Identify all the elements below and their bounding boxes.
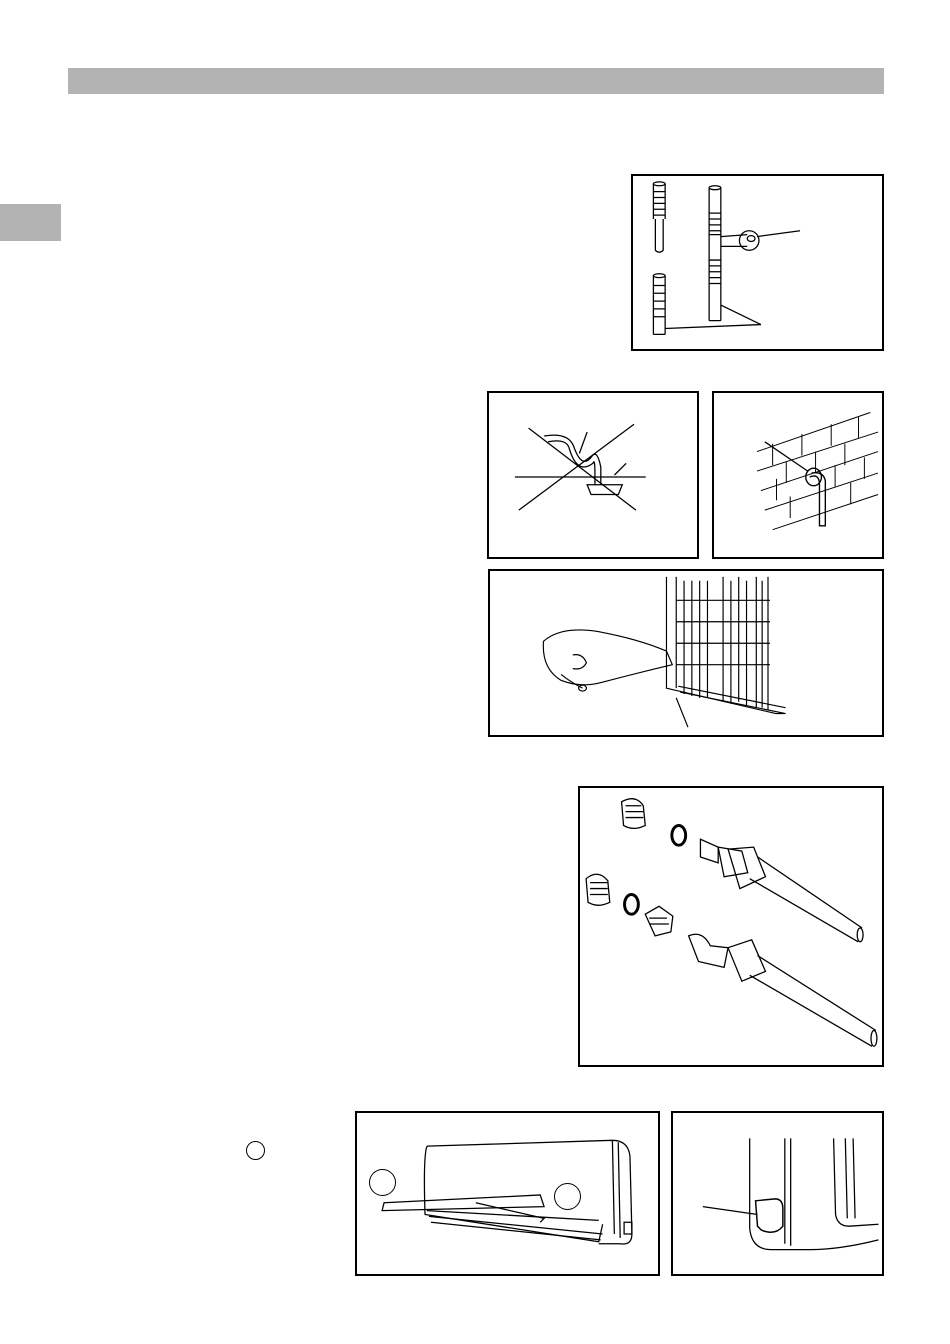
figure-indoor-unit-front: [355, 1111, 660, 1276]
figure-wall-drain-outlet: [712, 391, 884, 559]
circle-marker-icon: [246, 1141, 265, 1160]
header-bar: [68, 68, 884, 94]
circle-marker-icon: [554, 1183, 581, 1210]
figure-pipe-fittings: [578, 786, 884, 1067]
circle-marker-icon: [369, 1169, 396, 1196]
figure-drain-hose-incorrect: [487, 391, 699, 559]
section-tab: [0, 204, 61, 241]
figure-pipe-connection: [631, 174, 884, 351]
figure-coil-drain-check: [488, 569, 884, 737]
figure-indoor-unit-corner: [671, 1111, 884, 1276]
